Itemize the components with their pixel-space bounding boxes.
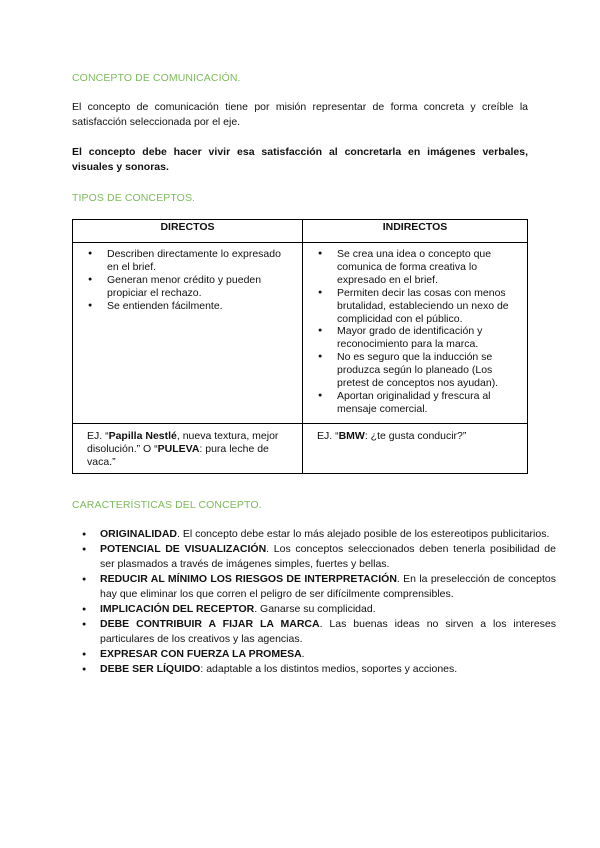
list-item	[100, 542, 556, 572]
bold-paragraph: El concepto debe hacer vivir esa satisfacción al concretarla en imágenes verbales, visuales y sonoras.	[72, 146, 528, 173]
indirectos-cell	[303, 243, 528, 424]
list-item: ● Mayor grado de identificación y reconocimiento para la marca.	[337, 325, 518, 351]
column-header-directos: DIRECTOS	[73, 220, 303, 243]
concept-types-table	[72, 219, 528, 474]
characteristic-desc: . En la preselección de conceptos hay que eliminar los que corren el peligro de ser difícilmente comprensibles.	[100, 573, 557, 600]
list-item	[100, 527, 556, 542]
characteristic-desc: . Las buenas ideas no sirven a los intereses particulares de los creativos y las agencias.	[100, 618, 556, 645]
list-item: ● Generan menor crédito y pueden propiciar el rechazo.	[107, 274, 293, 300]
table-row-characteristics	[73, 243, 528, 424]
list-item: ● No es seguro que la inducción se produzca según lo planeado (Los pretest de conceptos nos ayudan).	[337, 351, 518, 390]
list-item	[100, 572, 556, 602]
indirectos-example	[303, 423, 528, 473]
characteristic-desc: : adaptable a los distintos medios, soportes y acciones.	[200, 663, 458, 675]
list-item: ● Se entienden fácilmente.	[107, 300, 293, 313]
table-row-examples	[73, 423, 528, 473]
example-brand: Papilla Nestlé	[108, 429, 177, 442]
example-brand: BMW	[338, 429, 365, 442]
characteristic-desc: . Ganarse su complicidad.	[254, 603, 376, 615]
characteristic-term: DEBE CONTRIBUIR A FIJAR LA MARCA	[100, 618, 320, 630]
example-text: : pura leche de vaca.”	[87, 442, 269, 468]
list-item	[100, 602, 556, 617]
example-prefix: EJ. “	[87, 429, 109, 442]
list-item: ● Permiten decir las cosas con menos brutalidad, estableciendo un nexo de complicidad con el público.	[337, 287, 518, 326]
example-brand: PULEVA	[157, 442, 200, 455]
directos-example	[73, 423, 303, 473]
characteristic-term: EXPRESAR CON FUERZA LA PROMESA	[100, 648, 302, 660]
example-text: : ¿te gusta conducir?”	[364, 429, 467, 442]
table-header-row	[73, 220, 528, 243]
column-header-indirectos: INDIRECTOS	[303, 220, 528, 243]
list-item: ● Aportan originalidad y frescura al mensaje comercial.	[337, 390, 518, 416]
characteristic-desc: . Los conceptos seleccionados deben tenerla posibilidad de ser plasmados a través de imágenes simples, fuertes y bellas.	[100, 543, 556, 570]
characteristic-desc: . El concepto debe estar lo más alejado posible de los estereotipos publicitarios.	[177, 528, 550, 540]
heading-tipos: TIPOS DE CONCEPTOS.	[72, 192, 196, 204]
characteristic-desc: .	[301, 648, 305, 660]
heading-caracteristicas: CARACTERÍSTICAS DEL CONCEPTO.	[72, 499, 262, 511]
characteristic-term: IMPLICACIÓN DEL RECEPTOR	[100, 603, 255, 615]
list-item	[100, 647, 556, 662]
heading-concepto: CONCEPTO DE COMUNICACIÓN.	[72, 72, 241, 84]
characteristic-term: POTENCIAL DE VISUALIZACIÓN	[100, 543, 267, 555]
example-prefix: EJ. “	[317, 429, 339, 442]
list-item: ● Describen directamente lo expresado en el brief.	[107, 248, 293, 274]
intro-paragraph: El concepto de comunicación tiene por misión representar de forma concreta y creíble la satisfacción seleccionada por el eje.	[72, 101, 528, 128]
directos-cell	[73, 243, 303, 424]
list-item	[100, 662, 556, 677]
characteristic-term: REDUCIR AL MÍNIMO LOS RIESGOS DE INTERPRETACIÓN	[100, 573, 397, 585]
characteristics-list	[72, 527, 556, 677]
list-item: ● Se crea una idea o concepto que comunica de forma creativa lo expresado en el brief.	[337, 248, 518, 287]
characteristic-term: ORIGINALIDAD	[100, 528, 177, 540]
characteristic-term: DEBE SER LÍQUIDO	[100, 663, 201, 675]
example-text: , nueva textura, mejor disolución.” O “	[87, 429, 279, 455]
list-item	[100, 617, 556, 647]
